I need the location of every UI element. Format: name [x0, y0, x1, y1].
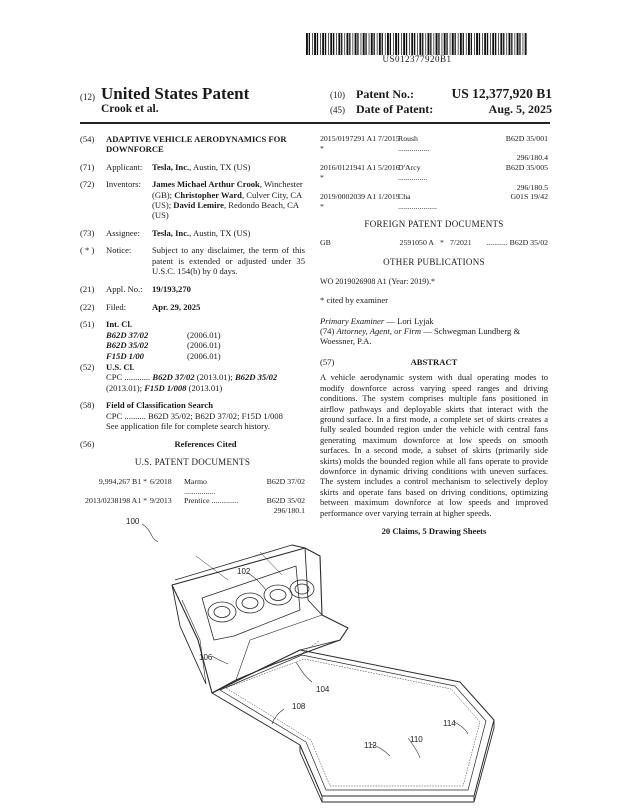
barcode — [306, 33, 528, 55]
inventors-label: Inventors: — [106, 179, 141, 190]
inventors-value — [146, 179, 305, 221]
cpc-class-a-date: (2013.01); — [194, 372, 235, 383]
ref-label-108: 108 — [292, 702, 306, 711]
us-docs-heading: U.S. PATENT DOCUMENTS — [134, 456, 251, 467]
applicant-value — [146, 162, 305, 172]
ref-label-100: 100 — [126, 517, 140, 526]
notice-label: Notice: — [106, 245, 132, 256]
ref-label-104: 104 — [316, 685, 330, 694]
assignee-label: Assignee: — [106, 227, 140, 238]
intcl-class: B62D 35/02 — [106, 340, 149, 351]
authors: Crook et al. — [101, 103, 159, 115]
cpc-class-c-date: (2013.01) — [186, 382, 223, 393]
us-doc-row — [80, 496, 305, 506]
right-column — [320, 134, 548, 536]
patent-date-row — [330, 102, 552, 118]
inventor-3-location: , Redondo Beach, CA (US) — [152, 200, 299, 221]
patent-date-label: Date of Patent: — [356, 102, 434, 116]
patent-number-code: (10) — [330, 90, 345, 100]
notice-text: Subject to any disclaimer, the term of this patent is extended or adjusted under 35 U.S.C. 154(b) by 0 days. — [152, 245, 305, 277]
foreign-country: GB — [320, 238, 331, 248]
uscl-block — [106, 362, 305, 393]
inventor-2-name: Christopher Ward — [174, 189, 242, 200]
intcl-field — [80, 319, 305, 361]
uscl-label: U.S. Cl. — [106, 361, 135, 372]
cont-doc-name: Roush ................ — [398, 134, 430, 153]
ref-label-102: 102 — [237, 567, 251, 576]
search-block — [106, 400, 305, 431]
applicant-label: Applicant: — [106, 161, 143, 172]
barcode-number: US012377920B1 — [382, 54, 452, 64]
patent-meta — [330, 86, 552, 118]
patent-date-code: (45) — [330, 105, 345, 115]
foreign-class: ........... B62D 35/02 — [486, 238, 548, 248]
intcl-date: (2006.01) — [187, 350, 221, 361]
assignee-value — [146, 228, 305, 238]
cont-doc-number: 2016/0121941 A1 * — [320, 163, 377, 182]
intcl-date: (2006.01) — [187, 329, 221, 340]
inventor-3-name: David Lemire — [173, 200, 224, 211]
applicant-name: Tesla, Inc. — [152, 161, 190, 172]
us-doc-date: 6/2018 — [150, 477, 172, 487]
abstract-code: (57) — [320, 356, 335, 367]
patent-number: US 12,377,920 B1 — [451, 86, 552, 101]
foreign-doc-row — [320, 238, 548, 248]
cont-doc-number: 2015/0197291 A1 * — [320, 134, 377, 153]
filed-field — [80, 302, 305, 312]
attorney-name: — Schwegman Lundberg & Woessner, P.A. — [320, 326, 521, 347]
inventor-1-location: , Winchester (GB); — [152, 179, 303, 200]
search-cpc: CPC .......... B62D 35/02; B62D 37/02; F15D 1/008 — [106, 410, 283, 421]
us-doc-row — [80, 477, 305, 496]
uscl-field — [80, 362, 305, 393]
us-doc-name: Prentice .............. — [184, 496, 239, 506]
search-label: Field of Classification Search — [106, 400, 214, 411]
patent-number-row — [330, 86, 552, 102]
cont-doc-sub: 296/180.5 — [516, 182, 548, 192]
page-title: United States Patent — [101, 84, 250, 103]
refs-label: References Cited — [174, 439, 237, 450]
intcl-label: Int. Cl. — [106, 319, 133, 330]
cpc-class-a: B62D 37/02 — [152, 372, 195, 383]
assignee-name: Tesla, Inc. — [152, 227, 190, 238]
us-doc-class: B62D 37/02 — [266, 477, 305, 487]
left-column — [80, 134, 305, 515]
cont-doc-date: 7/2015 — [378, 134, 400, 143]
search-field — [80, 400, 305, 431]
attorney-line — [320, 326, 548, 347]
applicant-field — [80, 162, 305, 172]
ref-label-114: 114 — [443, 719, 456, 728]
attorney-code: (74) — [320, 326, 337, 337]
appl-field — [80, 284, 305, 294]
ref-label-110: 110 — [410, 735, 423, 744]
assignee-location: , Austin, TX (US) — [189, 227, 251, 238]
ref-label-112: 112 — [364, 741, 377, 750]
examiner-line — [320, 316, 548, 326]
intcl-row — [106, 330, 305, 340]
cont-doc-number: 2019/0002039 A1 * — [320, 192, 377, 211]
cpc-class-c: F15D 1/008 — [144, 382, 187, 393]
cont-doc-class: B62D 35/005 — [505, 163, 548, 173]
us-doc-class-cont: 296/180.1 — [273, 505, 305, 515]
search-see: See application file for complete search history. — [106, 420, 270, 431]
cont-doc-name: D'Arcy ............... — [398, 163, 428, 182]
intcl-date: (2006.01) — [187, 340, 221, 351]
inventors-field — [80, 179, 305, 221]
filed-date: Apr. 29, 2025 — [152, 301, 201, 312]
intcl-class: F15D 1/00 — [106, 350, 144, 361]
us-doc-number: 2013/0238198 A1 * — [85, 496, 147, 506]
abstract-label: ABSTRACT — [410, 356, 458, 367]
cont-doc-date: 1/2019 — [378, 192, 400, 202]
notice-code: ( * ) — [80, 245, 95, 256]
cont-doc-name: Cha .................... — [398, 192, 437, 211]
patent-date: Aug. 5, 2025 — [488, 102, 552, 116]
us-doc-number: 9,994,267 B1 * — [98, 477, 147, 487]
appl-code: (21) — [80, 284, 95, 295]
inventor-1-name: James Michael Arthur Crook — [152, 179, 260, 190]
inventor-2-location: , Culver City, CA (US); — [152, 189, 302, 211]
assignee-field — [80, 228, 305, 238]
patent-number-label: Patent No.: — [356, 87, 414, 101]
other-pub: WO 2019026908 A1 (Year: 2019).* — [320, 276, 435, 286]
appl-number: 19/193,270 — [152, 284, 191, 295]
intcl-row — [106, 351, 305, 361]
title-field — [80, 134, 305, 155]
notice-field — [80, 245, 305, 276]
foreign-heading: FOREIGN PATENT DOCUMENTS — [364, 218, 504, 229]
inventors-code: (72) — [80, 179, 95, 190]
uscl-code: (52) — [80, 361, 95, 372]
cont-doc-class: G01S 19/42 — [510, 192, 548, 202]
examiner-label: Primary Examiner — [320, 315, 385, 326]
title-code: (54) — [80, 134, 95, 144]
vehicle-body-drawing — [172, 545, 348, 693]
header-rule — [80, 122, 550, 124]
cont-doc-date: 5/2016 — [378, 163, 400, 173]
examiner-name: — Lori Lyjak — [384, 315, 434, 326]
refs-field — [80, 439, 305, 449]
cont-doc-row — [320, 134, 548, 153]
foreign-date: 7/2021 — [450, 238, 472, 248]
cpc-class-b-date: (2013.01); — [106, 382, 145, 393]
appl-label: Appl. No.: — [106, 284, 143, 295]
filed-label: Filed: — [106, 301, 127, 312]
search-code: (58) — [80, 400, 95, 411]
kind-code: (12) — [80, 92, 95, 102]
foreign-number: 2591050 A — [399, 238, 434, 248]
cont-doc-class: B62D 35/001 — [505, 134, 548, 143]
cpc-class-b: B62D 35/02 — [234, 372, 278, 383]
filed-code: (22) — [80, 301, 95, 312]
ref-label-106: 106 — [199, 653, 213, 662]
other-pubs-heading: OTHER PUBLICATIONS — [383, 257, 485, 268]
cont-doc-row — [320, 192, 548, 211]
assignee-code: (73) — [80, 227, 95, 238]
patent-figure — [0, 510, 630, 809]
invention-title: ADAPTIVE VEHICLE AERODYNAMICS FOR DOWNFORCE — [106, 134, 287, 155]
us-doc-date: 9/2013 — [150, 496, 172, 506]
abstract-heading — [320, 357, 548, 367]
us-doc-class: B62D 35/02 — [266, 496, 305, 506]
attorney-label: Attorney, Agent, or Firm — [336, 326, 422, 337]
refs-code: (56) — [80, 439, 95, 450]
leader-lines — [142, 524, 468, 758]
applicant-code: (71) — [80, 161, 95, 172]
cpc-label: CPC ............ — [106, 372, 151, 383]
abstract-text: A vehicle aerodynamic system with dual operating modes to modify downforce across varying speed ranges and driving conditions. The system comprises multiple fans positioned in airflow pathways and deployable skirts that interact with the ground surface. In a first mode, a complete set of skirts creates a fully sealed bounded region under the vehicle with central fans generating maximum downforce at low speeds on smooth surfaces. In a second mode, a subset of skirts (primarily side skirts) molds the bounded region while all fans operate to provide downforce in dynamic driving conditions with uneven surfaces. The system includes a control mechanism to selectively deploy skirts and operate fans based on driving conditions, optimizing between maximum downforce at low speeds and improved performance over varying terrain at higher speeds. — [320, 372, 548, 518]
intcl-block — [106, 319, 305, 361]
applicant-location: , Austin, TX (US) — [189, 161, 251, 172]
intcl-row — [106, 340, 305, 350]
uscl-cpc — [106, 372, 305, 393]
claims-summary: 20 Claims, 5 Drawing Sheets — [381, 525, 487, 536]
cont-doc-row — [320, 163, 548, 182]
foreign-star: * — [440, 238, 444, 248]
cont-doc-sub: 296/180.4 — [516, 153, 548, 163]
us-doc-name: Marmo ................ — [184, 477, 216, 496]
cited-note: * cited by examiner — [320, 295, 389, 306]
intcl-code: (51) — [80, 319, 95, 330]
intcl-class: B62D 37/02 — [106, 329, 149, 340]
